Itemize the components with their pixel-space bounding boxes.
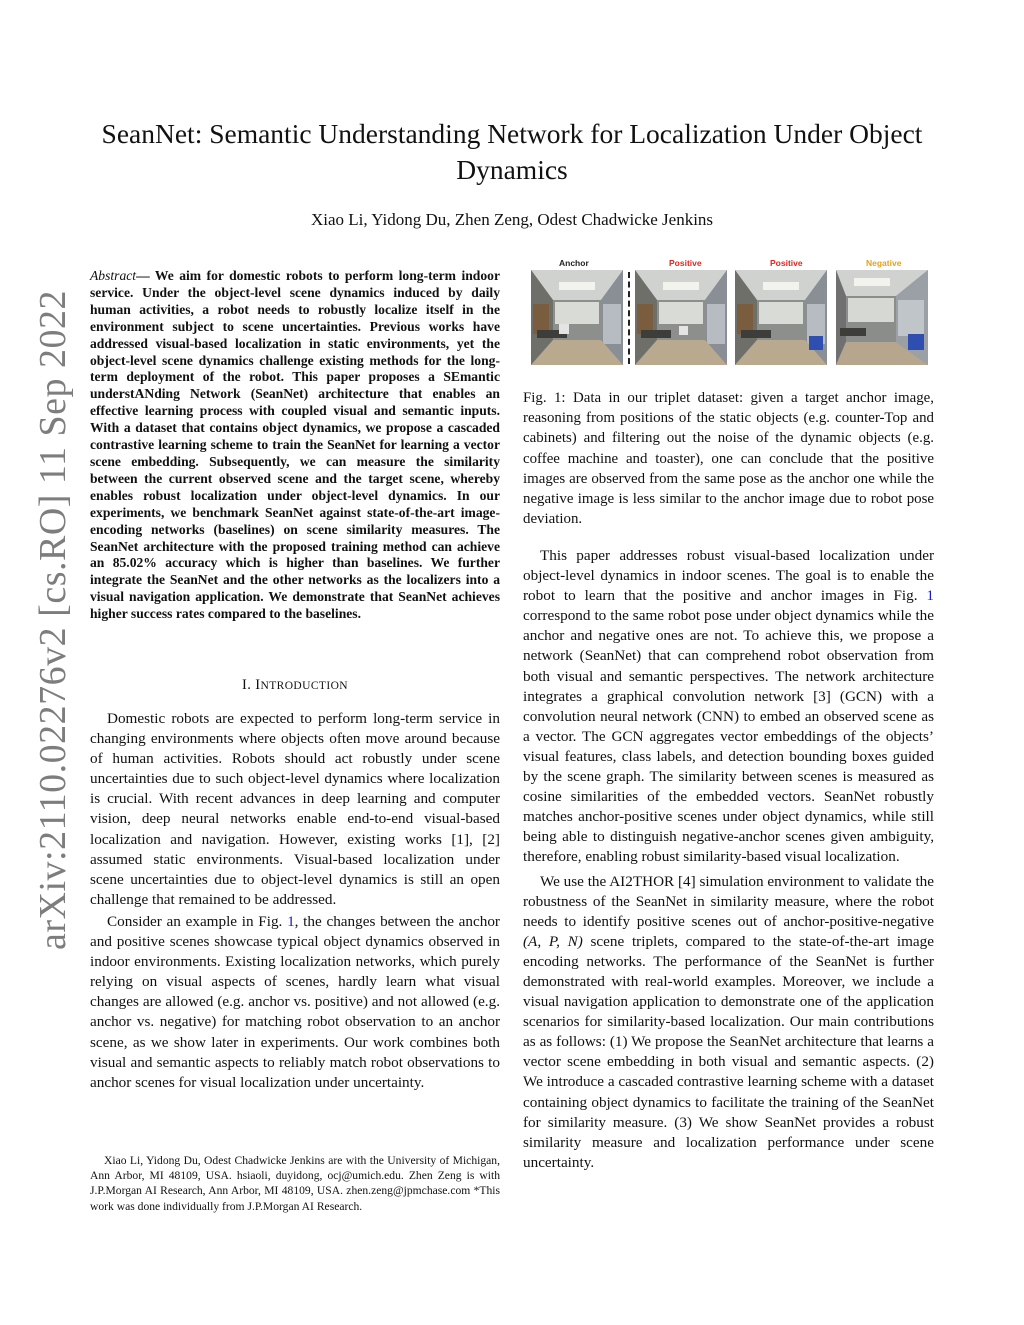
- paper-authors: Xiao Li, Yidong Du, Zhen Zeng, Odest Chadwicke Jenkins: [310, 210, 714, 229]
- figure-dashed-divider: [628, 272, 630, 364]
- arxiv-identifier-text: arXiv:2110.02276v2 [cs.RO] 11 Sep 2022: [32, 289, 74, 950]
- intro-p2-start: Consider an example in Fig.: [107, 912, 288, 930]
- section-title-initial: I: [255, 677, 261, 693]
- figure-1: [527, 258, 929, 370]
- intro-paragraph-2: [90, 912, 500, 1093]
- figure-label-negative: Negative: [866, 258, 902, 268]
- right-column-body: [523, 546, 934, 1173]
- right-p2-start: We use the AI2THOR [4] simulation environment to validate the robustness of the SeanNet in similarity measure, where the robot needs to identify positive scenes out of anchor-positive-negative: [523, 872, 934, 930]
- section-number: I.: [242, 677, 252, 693]
- abstract: [90, 268, 500, 623]
- affiliation-footnote: [90, 1153, 500, 1214]
- right-paragraph-1: [523, 546, 934, 868]
- abstract-dash: —: [136, 268, 155, 283]
- kitchen-scene-image-negative: [836, 270, 928, 365]
- figure-ref-link[interactable]: 1: [287, 912, 295, 930]
- kitchen-scene-image-anchor: [531, 270, 623, 365]
- abstract-lead: Abstract: [90, 268, 137, 283]
- kitchen-scene-image-positive-2: [735, 270, 827, 365]
- figure-1-caption: Fig. 1: Data in our triplet dataset: given a target anchor image, reasoning from positions of the static objects (e.g. counter-Top and cabinets) and filtering out the noise of the dynamic objects (e.g. coffee machine and toaster), one can conclude that the positive images are observed from the same pose as the anchor one while the negative image is less similar to the anchor image due to robot pose deviation.: [523, 390, 934, 528]
- right-paragraph-2: [523, 872, 934, 1173]
- section-heading-introduction: [90, 677, 500, 694]
- figure-label-anchor: Anchor: [559, 258, 589, 268]
- intro-p2-end: , the changes between the anchor and positive scenes showcase typical object dynamics observed in indoor environments. Existing localization networks, which purely relying on visual aspects of scenes, hardly learn what visual changes are allowed (e.g. anchor vs. positive) and not allowed (e.g. anchor vs. negative) for matching robot observation to an anchor scene, as we show later in experiments. Our work combines both visual and semantic aspects to reliably match robot observations to anchor scenes for visual localization under uncertainty.: [90, 912, 500, 1091]
- right-p1-end: correspond to the same robot pose under object dynamics while the anchor and negative ones are not. To achieve this, we propose a network (SeanNet) that can comprehend robot observation from both visual and semantic perspectives. The network architecture integrates a graphical convolution network [3] (GCN) with a convolution neural network (CNN) to embed an observed scene as a vector. The GCN aggregates vector embeddings of the objects’ visual features, class labels, and detection bounding boxes guided by the scene graph. The similarity between scenes is measured as cosine similarities of the embedded vectors. SeanNet robustly matches anchor-positive scenes under object dynamics, while still being able to distinguish negative-anchor scenes given ambiguity, therefore, enabling robust similarity-based visual localization.: [523, 607, 934, 866]
- abstract-text: We aim for domestic robots to perform long-term indoor service. Under the object-level scene dynamics induced by daily human activities, a robot needs to robustly localize itself in the environment subject to scene uncertainties. Previous works have addressed visual-based localization in static environments, yet the object-level scene dynamics challenge existing methods for the long-term deployment of the robot. This paper proposes a SEmantic understANding Network (SeanNet) architecture that enables an effective learning process with coupled visual and semantic inputs. With a dataset that contains object dynamics, we propose a cascaded contrastive learning scheme to train the SeanNet for learning a vector scene embedding. Subsequently, we can measure the similarity between the current observed scene and the target scene, whereby enables robust localization under object-level dynamics. In our experiments, we benchmark SeanNet against state-of-the-art image-encoding networks (baselines) on scene similarity measures. The SeanNet architecture with the proposed training method can achieve an 85.02% accuracy which is higher than baselines. We further integrate the SeanNet and the other networks as the localizers into a visual navigation application. We demonstrate that SeanNet achieves higher success rates compared to the baselines.: [90, 268, 500, 622]
- figure-ref-link[interactable]: 1: [926, 587, 934, 605]
- figure-label-positive-1: Positive: [669, 258, 702, 268]
- figure-label-positive-2: Positive: [770, 258, 803, 268]
- footnote-text: Xiao Li, Yidong Du, Odest Chadwicke Jenkins are with the University of Michigan, Ann Arbor, MI 48109, USA. hsiaoli, duyidong, ocj@umich.edu. Zhen Zeng is with J.P.Morgan AI Research, Ann Arbor, MI 48109, USA. zhen.zeng@jpmchase.com *This work was done individually from J.P.Morgan AI Research.: [90, 1154, 500, 1213]
- arxiv-identifier-stamp: [31, 289, 74, 950]
- kitchen-scene-image-positive-1: [635, 270, 727, 365]
- right-p1-start: This paper addresses robust visual-based localization under object-level dynamics in indoor scenes. The goal is to enable the robot to learn that the positive and anchor images in Fig.: [523, 547, 934, 605]
- paper-title: SeanNet: Semantic Understanding Network for Localization Under Object Dynamics: [101, 118, 923, 185]
- right-p2-end: scene triplets, compared to the state-of-the-art image encoding networks. The performance of the SeanNet is further demonstrated with real-world examples. Moreover, we include a visual navigation application to demonstrate one of the application scenarios for similarity-based localization. Our main contributions as as follows: (1) We propose the SeanNet architecture that learns a vector scene embedding in both visual and semantic aspects. (2) We introduce a cascaded contrastive learning scheme with a dataset containing object dynamics to facilitate the training of the SeanNet for similarity measure. (3) We show SeanNet provides a robust similarity measure and localization performance under scene uncertainty.: [523, 932, 934, 1171]
- triplet-math: (A, P, N): [523, 932, 583, 950]
- intro-paragraph-1: Domestic robots are expected to perform long-term service in changing environments where objects often move around because of human activities. Robots should act robustly under scene uncertainties due to such object-level dynamics where localization is crucial. With recent advances in deep learning and computer vision, deep neural networks enable end-to-end visual-based localization and navigation. However, existing works [1], [2] assumed static environments. Visual-based localization under scene uncertainties due to object-level dynamics is still an open challenge that remained to be addressed.: [90, 710, 500, 908]
- section-title-rest: NTRODUCTION: [260, 680, 348, 692]
- introduction-body: [90, 709, 500, 1093]
